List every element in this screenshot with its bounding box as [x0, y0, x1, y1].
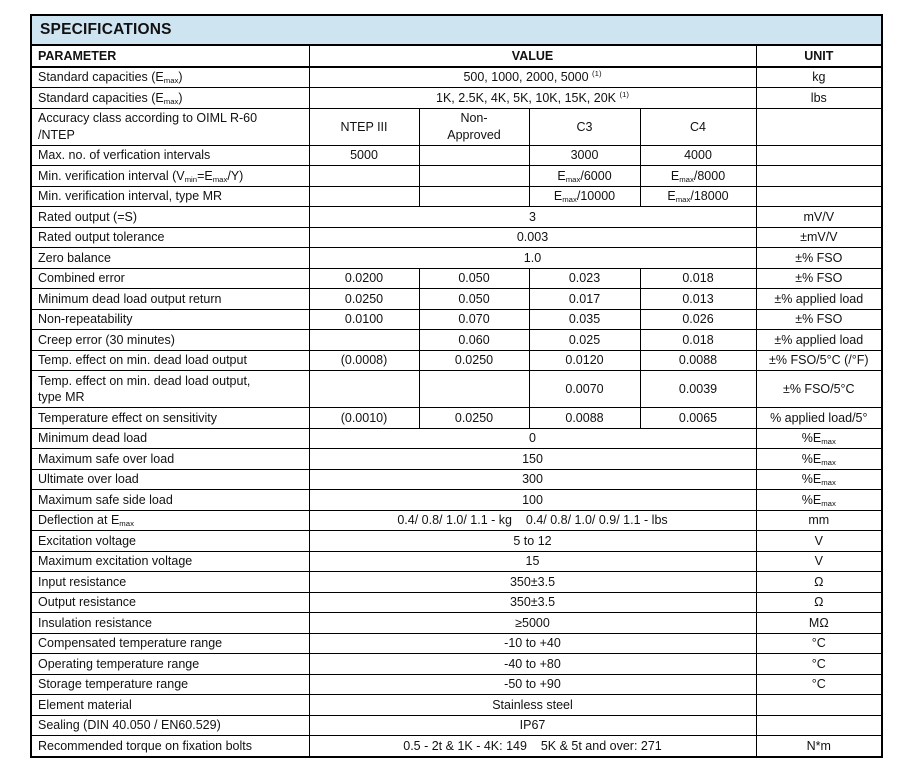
value-cell: 500, 1000, 2000, 5000 $^{(1)}$ [309, 67, 756, 88]
value-cell: IP67 [309, 715, 756, 736]
value-cell: 0.0250 [309, 289, 419, 310]
table-row [31, 289, 882, 310]
unit-cell: °C [756, 674, 882, 695]
table-row [31, 674, 882, 695]
value-cell: NTEP III [309, 108, 419, 145]
table-row [31, 207, 882, 228]
table-row [31, 166, 882, 187]
value-cell: 0.035 [529, 309, 640, 330]
value-cell: 350±3.5 [309, 572, 756, 593]
value-cell: Stainless steel [309, 695, 756, 716]
parameter-cell: Rated output tolerance [31, 227, 309, 248]
value-cell: $E_{max}/10000$ [529, 186, 640, 207]
value-cell: (0.0008) [309, 350, 419, 371]
unit-cell [756, 145, 882, 166]
parameter-cell: Excitation voltage [31, 531, 309, 552]
parameter-cell: Temperature effect on sensitivity [31, 408, 309, 429]
unit-cell: lbs [756, 88, 882, 109]
table-title-bar [31, 15, 882, 45]
page-title: SPECIFICATIONS [31, 15, 882, 45]
value-cell [309, 330, 419, 351]
parameter-cell: Element material [31, 695, 309, 716]
table-row [31, 227, 882, 248]
parameter-cell: Non-repeatability [31, 309, 309, 330]
value-cell: 0.023 [529, 268, 640, 289]
unit-cell: $\%E_{max}$ [756, 490, 882, 511]
unit-cell: ±% FSO [756, 309, 882, 330]
unit-cell: mV/V [756, 207, 882, 228]
parameter-cell: Standard capacities $(E_{max})$ [31, 88, 309, 109]
table-row [31, 613, 882, 634]
value-cell: 0.026 [640, 309, 756, 330]
unit-cell [756, 186, 882, 207]
parameter-cell: Temp. effect on min. dead load output, type MR [31, 371, 309, 408]
table-row [31, 186, 882, 207]
value-cell: 15 [309, 551, 756, 572]
table-row [31, 268, 882, 289]
value-cell: 0.4/ 0.8/ 1.0/ 1.1 - kg 0.4/ 0.8/ 1.0/ 0.9/ 1.1 - lbs [309, 510, 756, 531]
table-row [31, 510, 882, 531]
unit-cell: kg [756, 67, 882, 88]
value-cell: 0.060 [419, 330, 529, 351]
value-cell: 0.0065 [640, 408, 756, 429]
unit-cell: Ω [756, 572, 882, 593]
value-cell: (0.0010) [309, 408, 419, 429]
value-cell [419, 166, 529, 187]
value-cell: 5 to 12 [309, 531, 756, 552]
unit-cell: % applied load/5° [756, 408, 882, 429]
value-cell: -10 to +40 [309, 633, 756, 654]
value-cell: 1K, 2.5K, 4K, 5K, 10K, 15K, 20K $^{(1)}$ [309, 88, 756, 109]
unit-cell: ±% FSO [756, 248, 882, 269]
table-row [31, 715, 882, 736]
parameter-cell: Maximum safe over load [31, 449, 309, 470]
parameter-cell: Input resistance [31, 572, 309, 593]
value-cell: 0.0250 [419, 408, 529, 429]
value-cell: 0.018 [640, 268, 756, 289]
table-row [31, 592, 882, 613]
unit-cell: $\%E_{max}$ [756, 428, 882, 449]
value-cell: 0.025 [529, 330, 640, 351]
value-cell: 0.070 [419, 309, 529, 330]
value-cell: 0.013 [640, 289, 756, 310]
parameter-cell: Rated output (=S) [31, 207, 309, 228]
parameter-cell: Combined error [31, 268, 309, 289]
unit-cell: mm [756, 510, 882, 531]
value-cell: 0.5 - 2t & 1K - 4K: 149 5K & 5t and over: 271 [309, 736, 756, 757]
parameter-cell: Sealing (DIN 40.050 / EN60.529) [31, 715, 309, 736]
value-cell [419, 145, 529, 166]
table-row [31, 248, 882, 269]
value-cell: 5000 [309, 145, 419, 166]
specifications-table [30, 14, 883, 758]
table-row [31, 695, 882, 716]
unit-cell [756, 108, 882, 145]
value-cell: $E_{max}/8000$ [640, 166, 756, 187]
value-cell: Non- Approved [419, 108, 529, 145]
value-cell: C3 [529, 108, 640, 145]
value-cell: 3000 [529, 145, 640, 166]
unit-cell: $\%E_{max}$ [756, 449, 882, 470]
parameter-cell: Max. no. of verfication intervals [31, 145, 309, 166]
parameter-cell: Zero balance [31, 248, 309, 269]
value-cell: 300 [309, 469, 756, 490]
value-cell: 0.050 [419, 289, 529, 310]
parameter-cell: Min. verification interval $(V_{min}=E_{max}/Y)$ [31, 166, 309, 187]
value-cell: 0.0120 [529, 350, 640, 371]
parameter-cell: Accuracy class according to OIML R-60 /NTEP [31, 108, 309, 145]
parameter-cell: Deflection at $E_{max}$ [31, 510, 309, 531]
table-row [31, 469, 882, 490]
value-cell: ≥5000 [309, 613, 756, 634]
unit-cell [756, 695, 882, 716]
table-row [31, 371, 882, 408]
value-cell: 0.0250 [419, 350, 529, 371]
parameter-cell: Maximum safe side load [31, 490, 309, 511]
value-cell: C4 [640, 108, 756, 145]
table-row [31, 572, 882, 593]
table-row [31, 330, 882, 351]
unit-cell: V [756, 531, 882, 552]
unit-cell: V [756, 551, 882, 572]
value-cell: 0.0070 [529, 371, 640, 408]
table-row [31, 67, 882, 88]
table-header-row [31, 45, 882, 67]
table-row [31, 490, 882, 511]
column-header-parameter: PARAMETER [31, 45, 309, 67]
parameter-cell: Temp. effect on min. dead load output [31, 350, 309, 371]
table-row [31, 145, 882, 166]
value-cell: 150 [309, 449, 756, 470]
parameter-cell: Minimum dead load output return [31, 289, 309, 310]
value-cell: 4000 [640, 145, 756, 166]
value-cell: 0.0088 [640, 350, 756, 371]
unit-cell: ±% FSO/5°C (/°F) [756, 350, 882, 371]
unit-cell: ±% FSO/5°C [756, 371, 882, 408]
unit-cell: °C [756, 633, 882, 654]
value-cell: 0.0039 [640, 371, 756, 408]
value-cell: 1.0 [309, 248, 756, 269]
table-row [31, 108, 882, 145]
parameter-cell: Maximum excitation voltage [31, 551, 309, 572]
value-cell: -50 to +90 [309, 674, 756, 695]
value-cell: 350±3.5 [309, 592, 756, 613]
parameter-cell: Compensated temperature range [31, 633, 309, 654]
table-row [31, 654, 882, 675]
unit-cell: ±mV/V [756, 227, 882, 248]
value-cell [419, 371, 529, 408]
unit-cell: Ω [756, 592, 882, 613]
value-cell: 0 [309, 428, 756, 449]
value-cell: $E_{max}/18000$ [640, 186, 756, 207]
value-cell: $E_{max}/6000$ [529, 166, 640, 187]
parameter-cell: Standard capacities $(E_{max})$ [31, 67, 309, 88]
parameter-cell: Min. verification interval, type MR [31, 186, 309, 207]
value-cell: 100 [309, 490, 756, 511]
unit-cell: MΩ [756, 613, 882, 634]
parameter-cell: Creep error (30 minutes) [31, 330, 309, 351]
value-cell: 0.050 [419, 268, 529, 289]
unit-cell: °C [756, 654, 882, 675]
table-row [31, 350, 882, 371]
table-row [31, 551, 882, 572]
unit-cell: $\%E_{max}$ [756, 469, 882, 490]
table-row [31, 309, 882, 330]
parameter-cell: Storage temperature range [31, 674, 309, 695]
table-row [31, 449, 882, 470]
parameter-cell: Insulation resistance [31, 613, 309, 634]
value-cell [309, 166, 419, 187]
table-row [31, 531, 882, 552]
table-row [31, 736, 882, 757]
value-cell: 0.0200 [309, 268, 419, 289]
unit-cell [756, 166, 882, 187]
value-cell [309, 371, 419, 408]
unit-cell: ±% FSO [756, 268, 882, 289]
table-row [31, 428, 882, 449]
parameter-cell: Minimum dead load [31, 428, 309, 449]
table-row [31, 88, 882, 109]
parameter-cell: Output resistance [31, 592, 309, 613]
value-cell: -40 to +80 [309, 654, 756, 675]
table-row [31, 633, 882, 654]
value-cell [309, 186, 419, 207]
value-cell: 0.017 [529, 289, 640, 310]
value-cell: 0.0088 [529, 408, 640, 429]
value-cell: 0.0100 [309, 309, 419, 330]
unit-cell: ±% applied load [756, 289, 882, 310]
parameter-cell: Recommended torque on fixation bolts [31, 736, 309, 757]
unit-cell: N*m [756, 736, 882, 757]
table-row [31, 408, 882, 429]
parameter-cell: Operating temperature range [31, 654, 309, 675]
value-cell: 3 [309, 207, 756, 228]
unit-cell [756, 715, 882, 736]
unit-cell: ±% applied load [756, 330, 882, 351]
parameter-cell: Ultimate over load [31, 469, 309, 490]
column-header-value: VALUE [309, 45, 756, 67]
value-cell [419, 186, 529, 207]
table-body [31, 67, 882, 757]
column-header-unit: UNIT [756, 45, 882, 67]
value-cell: 0.018 [640, 330, 756, 351]
value-cell: 0.003 [309, 227, 756, 248]
